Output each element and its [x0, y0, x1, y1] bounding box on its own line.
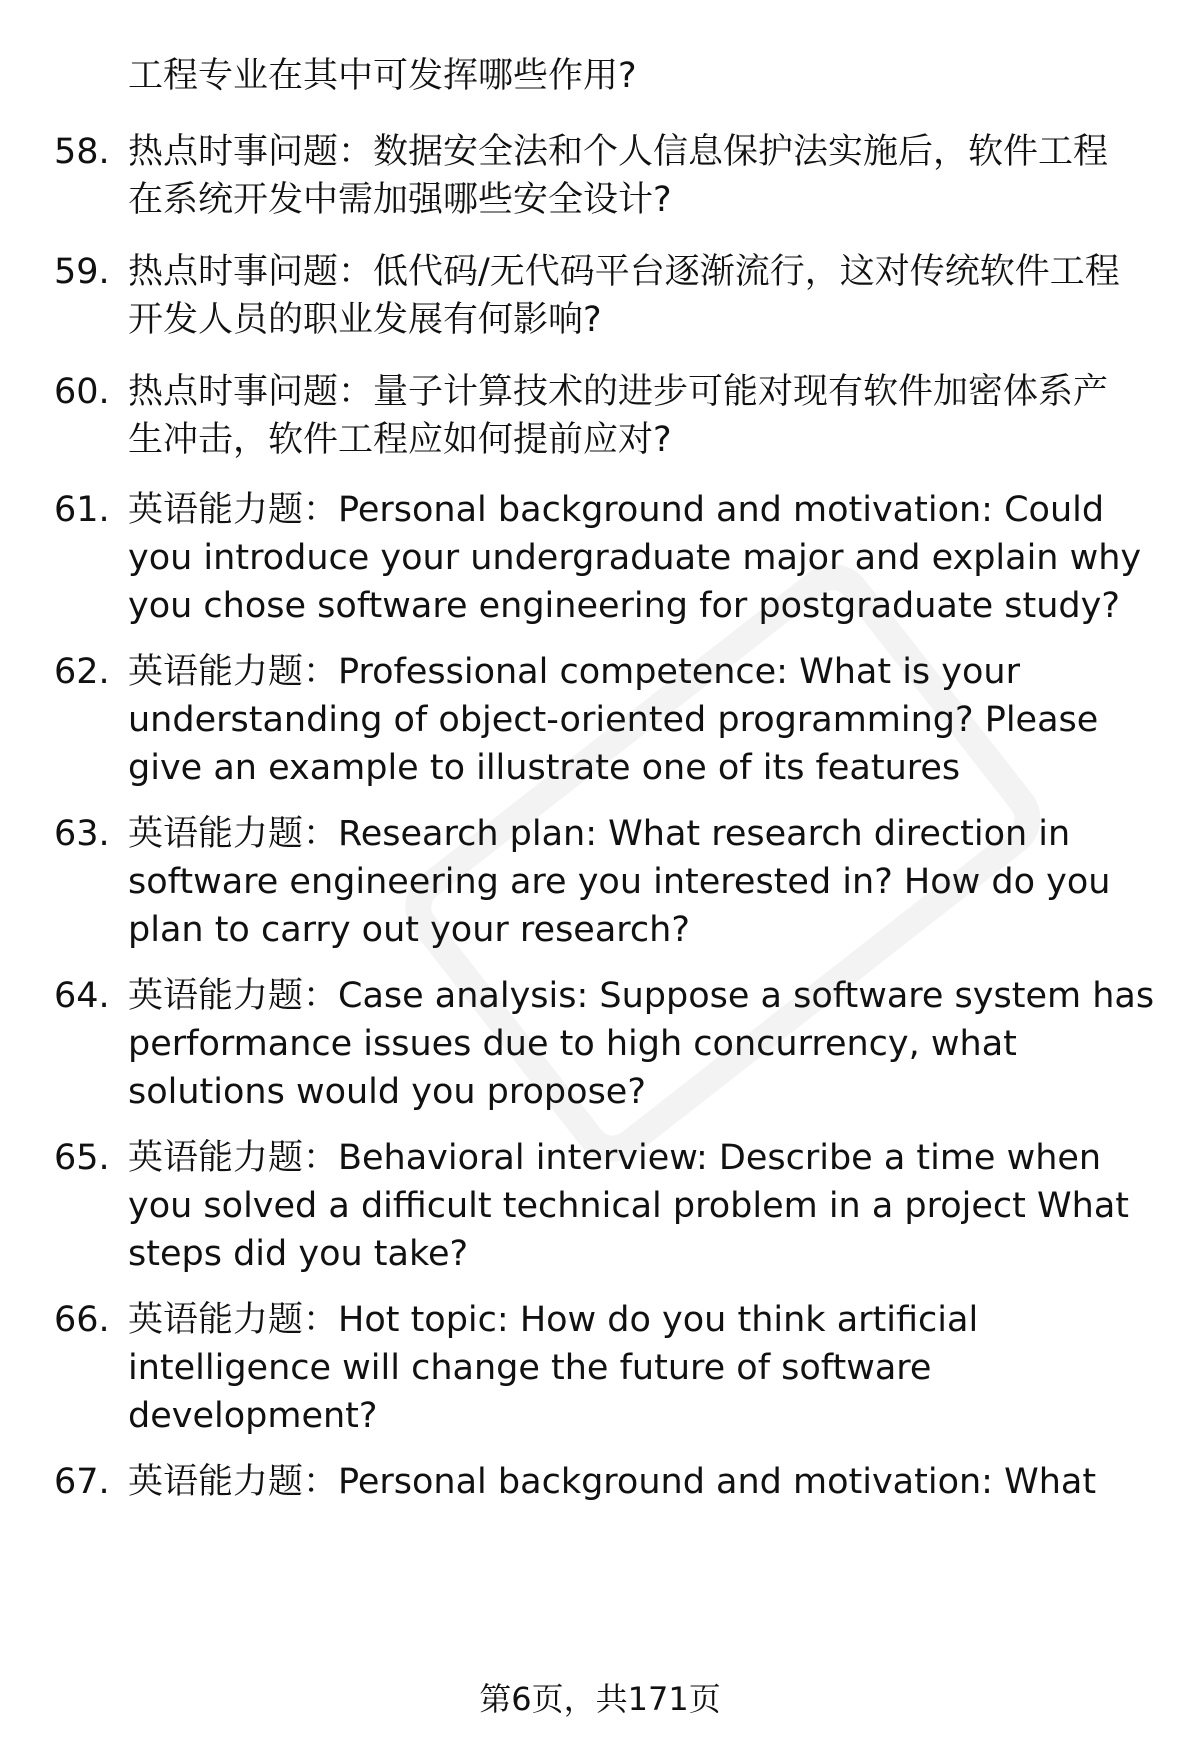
question-text: solutions would you propose?: [128, 1072, 646, 1112]
question-text: understanding of object-oriented programming? Please: [128, 700, 1099, 740]
question-text: 英语能力题：Behavioral interview: Describe a time when: [128, 1138, 1102, 1178]
question-line: [0, 1296, 1200, 1344]
question-text: 生冲击，软件工程应如何提前应对?: [128, 420, 672, 460]
question-text: you solved a difficult technical problem in a project What: [128, 1186, 1129, 1226]
question-line: [0, 858, 1200, 906]
question-line: [0, 972, 1200, 1020]
question-line: [0, 486, 1200, 534]
question-line: [0, 1068, 1200, 1116]
question-line: [0, 1458, 1200, 1506]
question-text: give an example to illustrate one of its features: [128, 748, 961, 788]
question-number: 62.: [54, 652, 110, 692]
question-text: steps did you take?: [128, 1234, 469, 1274]
question-line: [0, 52, 1200, 100]
question-line: [0, 416, 1200, 464]
question-line: [0, 1182, 1200, 1230]
question-line: [0, 1020, 1200, 1068]
question-number: 67.: [54, 1462, 110, 1502]
question-number: 63.: [54, 814, 110, 854]
question-text: 工程专业在其中可发挥哪些作用?: [128, 56, 637, 96]
question-line: [0, 648, 1200, 696]
question-text: intelligence will change the future of software: [128, 1348, 932, 1388]
question-text: plan to carry out your research?: [128, 910, 690, 950]
question-line: [0, 744, 1200, 792]
question-line: [0, 1344, 1200, 1392]
question-text: 英语能力题：Research plan: What research direction in: [128, 814, 1071, 854]
question-line: [0, 1230, 1200, 1278]
question-text: 热点时事问题：数据安全法和个人信息保护法实施后，软件工程: [128, 132, 1109, 172]
question-number: 66.: [54, 1300, 110, 1340]
question-line: [0, 248, 1200, 296]
question-text: development?: [128, 1396, 378, 1436]
question-line: [0, 176, 1200, 224]
question-number: 58.: [54, 132, 110, 172]
page-footer: 第6页，共171页: [479, 1680, 721, 1718]
question-number: 61.: [54, 490, 110, 530]
question-line: [0, 906, 1200, 954]
question-text: 热点时事问题：低代码/无代码平台逐渐流行，这对传统软件工程: [128, 252, 1120, 292]
question-number: 64.: [54, 976, 110, 1016]
question-line: [0, 696, 1200, 744]
question-text: 开发人员的职业发展有何影响?: [128, 300, 602, 340]
question-text: 英语能力题：Personal background and motivation: Could: [128, 490, 1105, 530]
question-line: [0, 810, 1200, 858]
question-line: [0, 296, 1200, 344]
question-text: 英语能力题：Case analysis: Suppose a software system has: [128, 976, 1155, 1016]
question-number: 60.: [54, 372, 110, 412]
question-number: 65.: [54, 1138, 110, 1178]
question-text: performance issues due to high concurrency, what: [128, 1024, 1017, 1064]
question-text: 英语能力题：Personal background and motivation: What: [128, 1462, 1097, 1502]
question-line: [0, 534, 1200, 582]
question-text: 英语能力题：Professional competence: What is your: [128, 652, 1020, 692]
question-text: you chose software engineering for postgraduate study?: [128, 586, 1120, 626]
question-text: 热点时事问题：量子计算技术的进步可能对现有软件加密体系产: [128, 372, 1109, 412]
question-text: 在系统开发中需加强哪些安全设计?: [128, 180, 672, 220]
question-line: [0, 368, 1200, 416]
question-number: 59.: [54, 252, 110, 292]
question-line: [0, 582, 1200, 630]
question-text: software engineering are you interested in? How do you: [128, 862, 1111, 902]
question-line: [0, 1134, 1200, 1182]
question-line: [0, 1392, 1200, 1440]
question-text: you introduce your undergraduate major and explain why: [128, 538, 1142, 578]
question-text: 英语能力题：Hot topic: How do you think artificial: [128, 1300, 979, 1340]
question-line: [0, 128, 1200, 176]
